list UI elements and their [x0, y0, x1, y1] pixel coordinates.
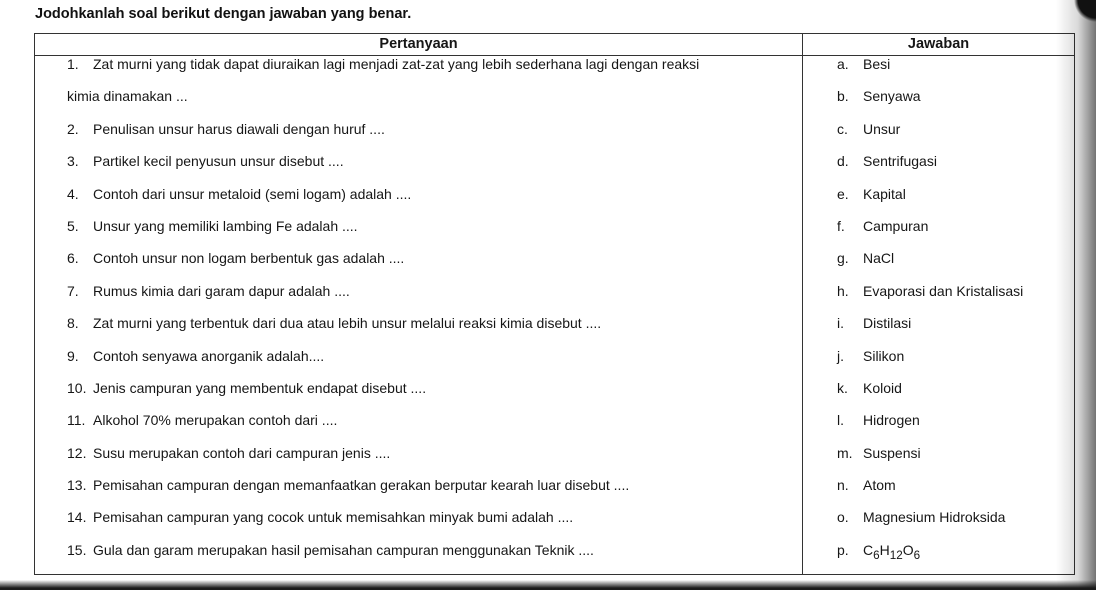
- question-number: 9.: [67, 347, 79, 364]
- page-bottom-edge: [0, 580, 1096, 590]
- question-text: Contoh dari unsur metaloid (semi logam) adalah ....: [93, 185, 412, 202]
- question-item-3: [67, 153, 802, 185]
- answer-item-d: [837, 153, 1074, 185]
- question-number: 1.: [67, 56, 79, 72]
- question-number: 2.: [67, 120, 79, 137]
- matching-table: [34, 33, 1075, 575]
- answer-item-i: [837, 315, 1074, 347]
- page-edge-shadow: [1056, 0, 1096, 590]
- question-text-line1: Zat murni yang tidak dapat diuraikan lagi menjadi zat-zat yang lebih sederhana lagi dengan reaksi: [93, 56, 700, 72]
- question-item-8: [67, 315, 802, 347]
- answer-item-n: [837, 477, 1074, 509]
- question-item-12: [67, 445, 802, 477]
- question-item-1: [67, 56, 802, 121]
- table-body-row: [35, 56, 1075, 575]
- answer-item-h: [837, 283, 1074, 315]
- answer-item-g: [837, 250, 1074, 282]
- question-item-2: [67, 121, 802, 153]
- answer-text: Distilasi: [863, 315, 912, 332]
- answer-text: Besi: [863, 56, 891, 72]
- answer-text: Silikon: [863, 347, 905, 364]
- answer-letter: e.: [837, 185, 849, 202]
- answer-item-e: [837, 186, 1074, 218]
- answer-item-o: [837, 509, 1074, 541]
- question-number: 11.: [67, 412, 86, 429]
- table-header-row: [35, 34, 1075, 56]
- answer-letter: k.: [837, 379, 848, 396]
- answer-formula: [863, 542, 920, 564]
- formula-o: O: [902, 541, 914, 558]
- answer-letter: n.: [837, 477, 849, 494]
- answer-item-b: [837, 88, 1074, 120]
- answer-item-f: [837, 218, 1074, 250]
- question-number: 7.: [67, 282, 79, 299]
- formula-h: H: [879, 541, 890, 558]
- question-item-6: [67, 250, 802, 282]
- question-number: 15.: [67, 541, 87, 558]
- question-item-4: [67, 186, 802, 218]
- answer-text: Senyawa: [863, 88, 921, 105]
- question-number: 4.: [67, 185, 79, 202]
- header-answer: Jawaban: [803, 34, 1075, 56]
- answer-letter: o.: [837, 509, 849, 526]
- answer-letter: i.: [837, 315, 844, 332]
- question-text-line2: kimia dinamakan ...: [67, 88, 188, 105]
- formula-c: C: [863, 541, 874, 558]
- question-number: 12.: [67, 444, 87, 461]
- question-text: Gula dan garam merupakan hasil pemisahan campuran menggunakan Teknik ....: [93, 541, 594, 558]
- answer-text: Magnesium Hidroksida: [863, 509, 1006, 526]
- question-number: 3.: [67, 153, 79, 170]
- answer-item-j: [837, 348, 1074, 380]
- formula-h-sub: 12: [889, 548, 903, 562]
- answer-letter: a.: [837, 56, 849, 72]
- answer-text: Sentrifugasi: [863, 153, 937, 170]
- answer-letter: h.: [837, 282, 849, 299]
- page-corner-shadow: [1074, 0, 1096, 22]
- header-question: Pertanyaan: [35, 34, 803, 56]
- answer-item-p: [837, 542, 1074, 574]
- question-text: Unsur yang memiliki lambing Fe adalah ....: [93, 217, 358, 234]
- answer-letter: m.: [837, 444, 853, 461]
- answer-text: Unsur: [863, 120, 901, 137]
- question-number: 6.: [67, 250, 79, 267]
- question-item-14: [67, 509, 802, 541]
- question-text: Contoh unsur non logam berbentuk gas adalah ....: [93, 250, 405, 267]
- question-item-15: [67, 542, 802, 574]
- question-text: Pemisahan campuran yang cocok untuk memisahkan minyak bumi adalah ....: [93, 509, 574, 526]
- question-number: 10.: [67, 379, 87, 396]
- question-item-13: [67, 477, 802, 509]
- question-item-9: [67, 348, 802, 380]
- answer-item-l: [837, 412, 1074, 444]
- question-list: [35, 56, 802, 574]
- question-number: 5.: [67, 217, 79, 234]
- question-text: Susu merupakan contoh dari campuran jenis ....: [93, 444, 391, 461]
- answer-text: Kapital: [863, 185, 906, 202]
- answer-item-m: [837, 445, 1074, 477]
- question-item-11: [67, 412, 802, 444]
- answer-text: Evaporasi dan Kristalisasi: [863, 282, 1024, 299]
- question-text: Rumus kimia dari garam dapur adalah ....: [93, 282, 350, 299]
- answer-letter: f.: [837, 217, 845, 234]
- answer-text: Koloid: [863, 379, 902, 396]
- question-text: Pemisahan campuran dengan memanfaatkan gerakan berputar kearah luar disebut ....: [93, 477, 630, 494]
- question-item-7: [67, 283, 802, 315]
- question-text: Partikel kecil penyusun unsur disebut ....: [93, 153, 344, 170]
- question-number: 13.: [67, 477, 87, 494]
- question-cell: [35, 56, 803, 575]
- formula-o-sub: 6: [913, 548, 921, 562]
- question-text: Penulisan unsur harus diawali dengan huruf ....: [93, 120, 385, 137]
- answer-cell: [803, 56, 1075, 575]
- question-text: Jenis campuran yang membentuk endapat disebut ....: [93, 379, 427, 396]
- answer-list: [803, 56, 1074, 574]
- question-number: 14.: [67, 509, 87, 526]
- answer-letter: g.: [837, 250, 849, 267]
- question-item-5: [67, 218, 802, 250]
- answer-letter: j.: [837, 347, 844, 364]
- question-item-10: [67, 380, 802, 412]
- answer-item-k: [837, 380, 1074, 412]
- question-text: Zat murni yang terbentuk dari dua atau lebih unsur melalui reaksi kimia disebut ....: [93, 315, 602, 332]
- instruction-text: Jodohkanlah soal berikut dengan jawaban yang benar.: [35, 6, 412, 22]
- answer-text: Suspensi: [863, 444, 921, 461]
- answer-letter: c.: [837, 120, 848, 137]
- question-text: Alkohol 70% merupakan contoh dari ....: [93, 412, 338, 429]
- formula-c-sub: 6: [873, 548, 880, 562]
- answer-text: NaCl: [863, 250, 895, 267]
- answer-text: Atom: [863, 477, 896, 494]
- answer-letter: l.: [837, 412, 844, 429]
- question-number: 8.: [67, 315, 79, 332]
- answer-letter: d.: [837, 153, 849, 170]
- answer-letter: p.: [837, 541, 849, 558]
- answer-letter: b.: [837, 88, 849, 105]
- answer-text: Campuran: [863, 217, 929, 234]
- answer-item-a: [837, 56, 1074, 88]
- question-text: Contoh senyawa anorganik adalah....: [93, 347, 325, 364]
- answer-item-c: [837, 121, 1074, 153]
- answer-text: Hidrogen: [863, 412, 920, 429]
